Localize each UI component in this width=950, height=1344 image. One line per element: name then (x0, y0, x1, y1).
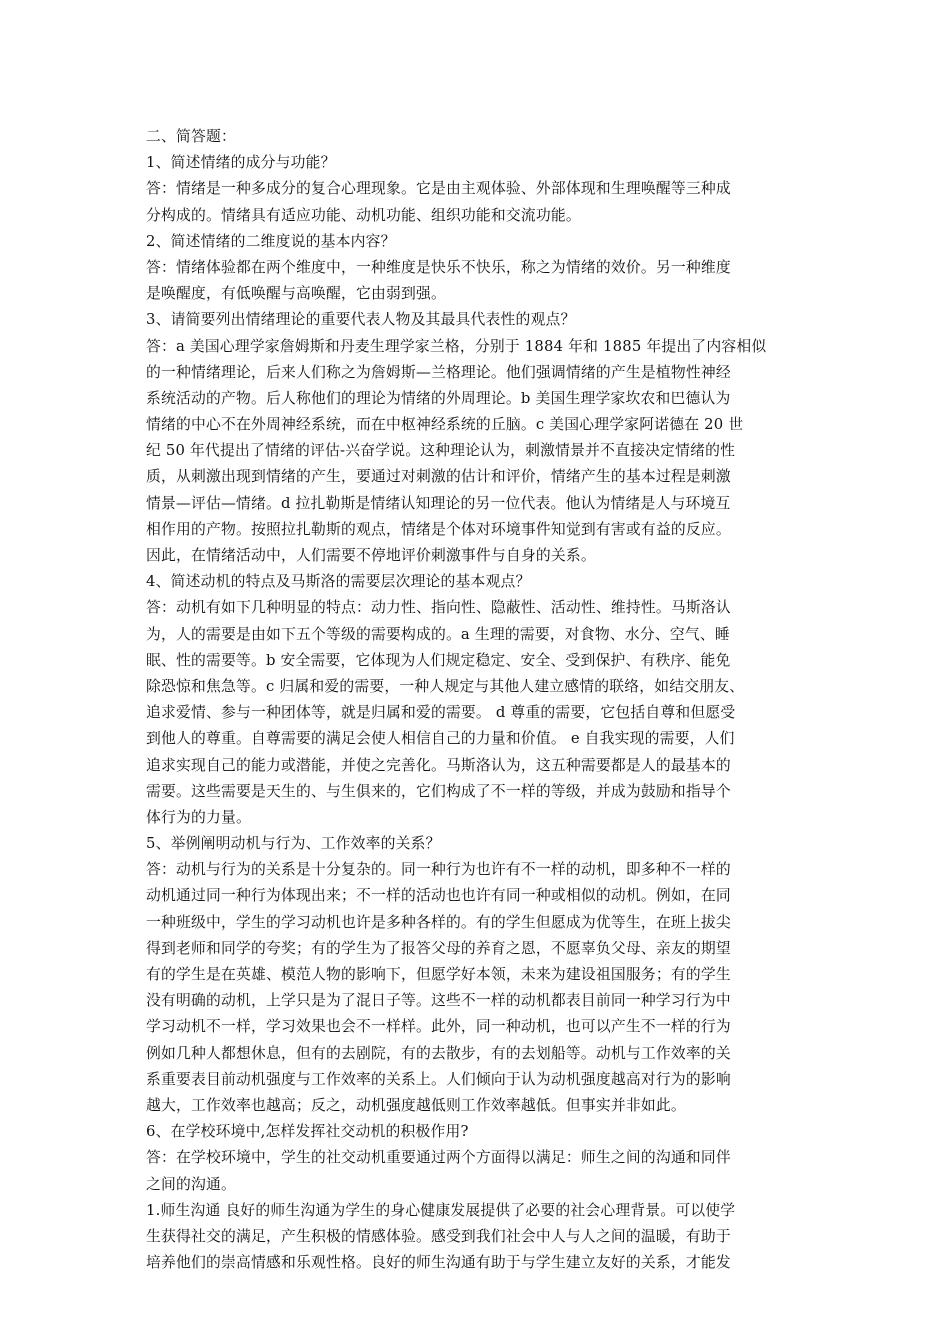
text-line: 得到老师和同学的夸奖；有的学生为了报答父母的养育之恩，不愿辜负父母、亲友的期望 (146, 939, 731, 957)
text-line: 需要。这些需要是天生的、与生俱来的，它们构成了不一样的等级，并成为鼓励和指导个 (146, 782, 731, 800)
text-line: 越大，工作效率也越高；反之，动机强度越低则工作效率越低。但事实并非如此。 (146, 1096, 686, 1114)
text-line: 3、请简要列出情绪理论的重要代表人物及其最具代表性的观点？ (146, 311, 576, 329)
document-body (146, 150, 816, 1276)
text-line: 没有明确的动机，上学只是为了混日子等。这些不一样的动机都表目前同一种学习行为中 (146, 992, 731, 1010)
text-line: 1、简述情绪的成分与功能？ (146, 154, 336, 172)
text-line: 的一种情绪理论，后来人们称之为詹姆斯—兰格理论。他们强调情绪的产生是植物性神经 (146, 363, 731, 381)
text-line: 体行为的力量。 (146, 808, 251, 826)
text-line: 分构成的。情绪具有适应功能、动机功能、组织功能和交流功能。 (146, 206, 581, 224)
text-line: 因此，在情绪活动中，人们需要不停地评价刺激事件与自身的关系。 (146, 547, 596, 564)
text-line: 相作用的产物。按照拉扎勒斯的观点，情绪是个体对环境事件知觉到有害或有益的反应。 (146, 520, 731, 538)
text-line: 之间的沟通。 (146, 1175, 236, 1193)
text-line: 答：情绪体验都在两个维度中，一种维度是快乐不快乐，称之为情绪的效价。另一种维度 (146, 258, 731, 276)
text-line: 6、在学校环境中,怎样发挥社交动机的积极作用? (146, 1123, 469, 1141)
text-line: 答：情绪是一种多成分的复合心理现象。它是由主观体验、外部体现和生理唤醒等三种成 (146, 180, 731, 198)
text-line: 答：a 美国心理学家詹姆斯和丹麦生理学家兰格，分别于 1884 年和 1885 年提出了内容相似 (146, 337, 767, 355)
text-line: 质，从刺激出现到情绪的产生，要通过对刺激的估计和评价，情绪产生的基本过程是刺激 (146, 468, 731, 486)
text-line: 系重要表目前动机强度与工作效率的关系上。人们倾向于认为动机强度越高对行为的影响 (146, 1070, 731, 1088)
text-line: 生获得社交的满足，产生积极的情感体验。感受到我们社会中人与人之间的温暖，有助于 (146, 1227, 731, 1245)
text-line: 有的学生是在英雄、模范人物的影响下，但愿学好本领，未来为建设祖国服务；有的学生 (146, 966, 731, 983)
text-line: 动机通过同一种行为体现出来；不一样的活动也也许有同一种或相似的动机。例如，在同 (146, 887, 731, 905)
text-line: 追求实现自己的能力或潜能，并使之完善化。马斯洛认为，这五种需要都是人的最基本的 (146, 756, 731, 774)
text-line: 情绪的中心不在外周神经系统，而在中枢神经系统的丘脑。c 美国心理学家阿诺德在 20 世 (146, 416, 744, 434)
text-line: 追求爱情、参与一种团体等，就是归属和爱的需要。 d 尊重的需要，它包括自尊和但愿受 (146, 704, 736, 722)
text-line: 纪 50 年代提出了情绪的评估-兴奋学说。这种理论认为，刺激情景并不直接决定情绪的性 (146, 442, 736, 460)
text-line: 学习动机不一样，学习效果也会不一样样。此外，同一种动机，也可以产生不一样的行为 (146, 1018, 731, 1036)
text-line: 答：动机与行为的关系是十分复杂的。同一种行为也许有不一样的动机，即多种不一样的 (146, 861, 731, 879)
text-line: 是唤醒度，有低唤醒与高唤醒，它由弱到强。 (146, 285, 446, 303)
text-line: 1.师生沟通 良好的师生沟通为学生的身心健康发展提供了必要的社会心理背景。可以使学 (146, 1201, 736, 1219)
text-line: 培养他们的崇高情感和乐观性格。良好的师生沟通有助于与学生建立友好的关系，才能发 (146, 1254, 731, 1272)
text-line: 系统活动的产物。后人称他们的理论为情绪的外周理论。b 美国生理学家坎农和巴德认为 (146, 389, 731, 407)
text-line: 情景—评估—情绪。d 拉扎勒斯是情绪认知理论的另一位代表。他认为情绪是人与环境互 (146, 494, 731, 512)
text-line: 一种班级中，学生的学习动机也许是多种各样的。有的学生但愿成为优等生，在班上拔尖 (146, 913, 731, 931)
text-line: 到他人的尊重。自尊需要的满足会使人相信自己的力量和价值。 e 自我实现的需要，人们 (146, 730, 735, 748)
text-line: 答：动机有如下几种明显的特点：动力性、指向性、隐蔽性、活动性、维持性。马斯洛认 (146, 599, 731, 617)
text-line: 例如几种人都想休息，但有的去剧院，有的去散步，有的去划船等。动机与工作效率的关 (146, 1044, 731, 1062)
text-line: 为，人的需要是由如下五个等级的需要构成的。a 生理的需要，对食物、水分、空气、睡 (146, 625, 730, 643)
text-line: 除恐惊和焦急等。c 归属和爱的需要，一种人规定与其他人建立感情的联络，如结交朋友、 (146, 677, 745, 695)
document-page (146, 124, 816, 1276)
text-line: 眠、性的需要等。b 安全需要，它体现为人们规定稳定、安全、受到保护、有秩序、能免 (146, 651, 731, 669)
text-line: 5、举例阐明动机与行为、工作效率的关系？ (146, 835, 441, 853)
section-title: 二、简答题： (146, 128, 236, 145)
text-line: 答：在学校环境中，学生的社交动机重要通过两个方面得以满足：师生之间的沟通和同伴 (146, 1149, 731, 1167)
text-line: 2、简述情绪的二维度说的基本内容？ (146, 232, 396, 250)
text-line: 4、简述动机的特点及马斯洛的需要层次理论的基本观点？ (146, 573, 531, 591)
